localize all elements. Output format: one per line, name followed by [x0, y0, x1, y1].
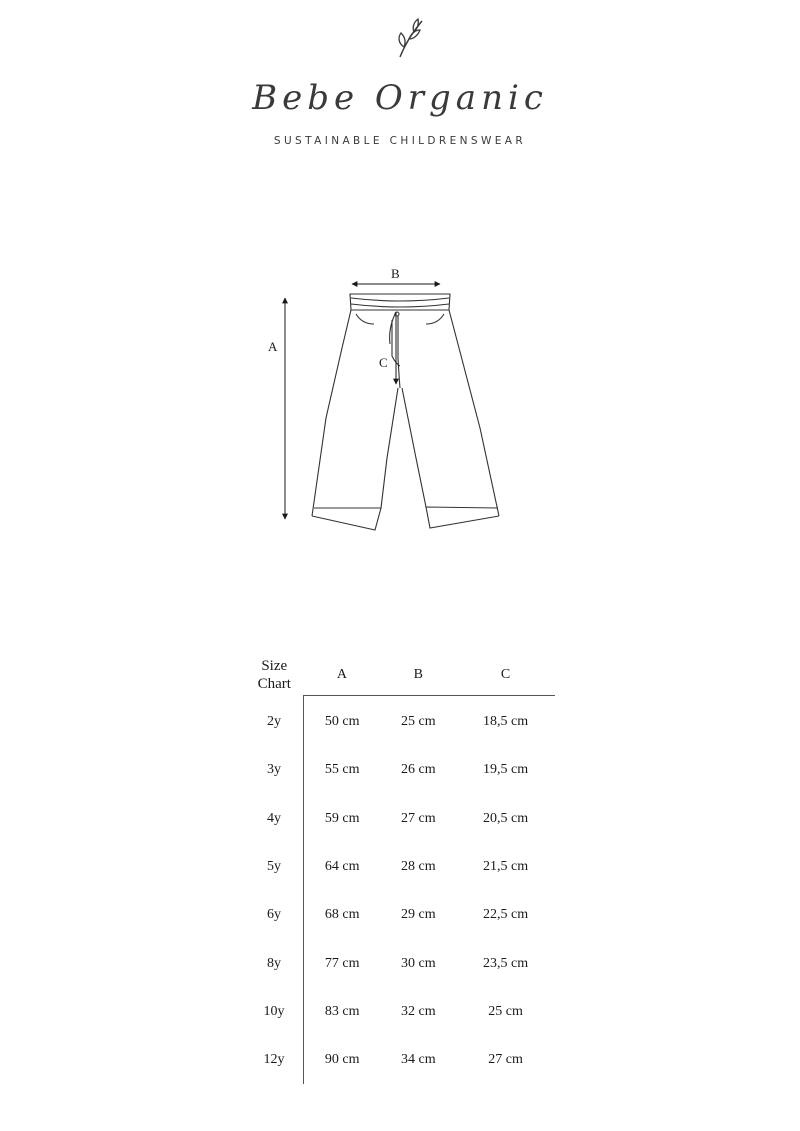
size-label: 3y [245, 746, 304, 794]
measure-a-cell: 50 cm [324, 714, 360, 730]
brand-tagline: SUSTAINABLE CHILDRENSWEAR [273, 135, 527, 147]
measure-b-cell: 25 cm [400, 714, 436, 730]
measure-a-cell: 64 cm [324, 859, 360, 875]
size-label: 12y [245, 1036, 304, 1084]
measure-a-cell: 68 cm [324, 907, 360, 923]
measure-a-cell: 90 cm [324, 1052, 360, 1068]
measure-a-cell: 55 cm [324, 762, 360, 778]
measure-a-cell: 77 cm [324, 955, 360, 971]
table-row [245, 891, 555, 939]
table-row [245, 988, 555, 1036]
table-row [245, 1036, 555, 1084]
measure-b-cell: 28 cm [400, 859, 436, 875]
column-header-b: B [380, 655, 456, 696]
measure-c-cell: 25 cm [488, 1003, 523, 1019]
dimension-c-label: C [379, 355, 388, 370]
measure-c-cell: 22,5 cm [483, 907, 529, 923]
trousers-diagram [250, 258, 540, 548]
dimension-a-label: A [268, 339, 278, 354]
measure-c-cell: 19,5 cm [483, 762, 529, 778]
brand-name: Bebe Organic [252, 78, 548, 118]
size-label: 6y [245, 891, 304, 939]
measure-c-cell: 18,5 cm [483, 714, 529, 730]
leaf-sprig-icon [392, 17, 432, 61]
trousers-outline [312, 294, 499, 530]
table-row [245, 939, 555, 987]
size-chart-corner-label [245, 655, 304, 696]
size-label: 5y [245, 843, 304, 891]
measure-c-cell: 21,5 cm [483, 859, 529, 875]
measure-a-cell: 83 cm [324, 1003, 360, 1019]
measure-b-cell: 27 cm [400, 810, 436, 826]
table-row [245, 843, 555, 891]
size-chart-header-row [245, 655, 555, 696]
measure-b-cell: 34 cm [400, 1052, 436, 1068]
dimension-b-label: B [391, 266, 400, 281]
column-header-a: A [304, 655, 381, 696]
size-label: 8y [245, 939, 304, 987]
measure-b-cell: 26 cm [400, 762, 436, 778]
column-header-c: C [456, 655, 555, 696]
measure-c-cell: 23,5 cm [483, 955, 529, 971]
size-chart-table [245, 655, 555, 1084]
measure-b-cell: 30 cm [400, 955, 436, 971]
brand-logo [0, 0, 800, 160]
size-label: 2y [245, 696, 304, 747]
table-row [245, 696, 555, 747]
measure-a-cell: 59 cm [324, 810, 360, 826]
measure-b-cell: 32 cm [400, 1003, 436, 1019]
table-row [245, 746, 555, 794]
corner-label-line2: Chart [257, 676, 291, 693]
table-row [245, 795, 555, 843]
size-label: 4y [245, 795, 304, 843]
corner-label-line1: Size [261, 658, 288, 675]
measure-c-cell: 20,5 cm [483, 810, 529, 826]
measure-c-cell: 27 cm [488, 1052, 523, 1068]
measure-b-cell: 29 cm [400, 907, 436, 923]
size-label: 10y [245, 988, 304, 1036]
